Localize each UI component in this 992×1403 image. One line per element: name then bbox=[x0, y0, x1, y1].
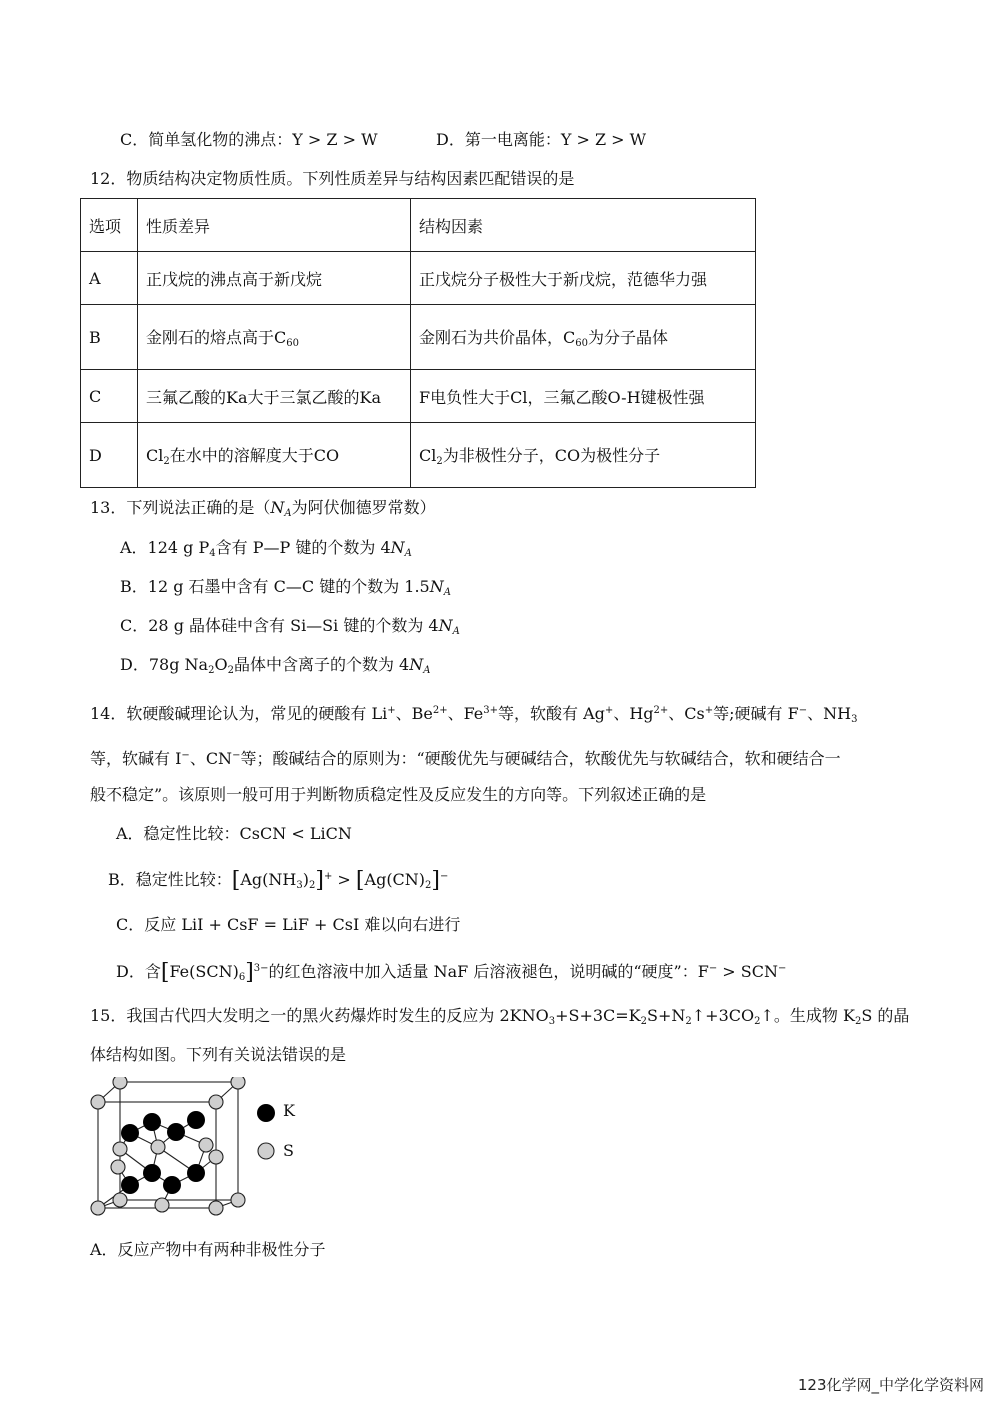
table-row bbox=[81, 423, 756, 488]
table-row bbox=[81, 252, 756, 305]
table-cell-property: $Cl_2$在水中的溶解度大于CO bbox=[138, 423, 411, 488]
table-header-cell: 选项 bbox=[81, 199, 138, 252]
table-cell-option: C bbox=[81, 370, 138, 423]
legend-label-k: K bbox=[283, 1101, 295, 1120]
q13-option-d: D．78g $Na_2O_2$晶体中含离子的个数为 $4N_A$ bbox=[120, 655, 431, 676]
footer-watermark: 123化学网_中学化学资料网 bbox=[797, 1376, 984, 1394]
table-cell-reason: 正戊烷分子极性大于新戊烷，范德华力强 bbox=[411, 252, 756, 305]
q14-option-a: A．稳定性比较：CsCN < LiCN bbox=[116, 824, 352, 843]
q11-option-c: C．简单氢化物的沸点：Y > Z > W bbox=[120, 130, 378, 149]
table-row bbox=[81, 305, 756, 370]
s-atom-legend-icon bbox=[255, 1140, 277, 1162]
q12-stem: 12．物质结构决定物质性质。下列性质差异与结构因素匹配错误的是 bbox=[90, 169, 575, 188]
q14-option-c: C．反应 LiI + CsF = LiF + CsI 难以向右进行 bbox=[116, 915, 461, 934]
q15-stem-line1: 15．我国古代四大发明之一的黑火药爆炸时发生的反应为 $2KNO_3+S+3C=K_2S+N_2↑+3CO_2↑$。生成物 $K_2S$ 的晶 bbox=[90, 1006, 910, 1027]
table-header-row bbox=[81, 199, 756, 252]
table-cell-reason: $Cl_2$为非极性分子，CO为极性分子 bbox=[411, 423, 756, 488]
table-cell-reason: 金刚石为共价晶体，$C_{60}$为分子晶体 bbox=[411, 305, 756, 370]
k-atom-legend-icon bbox=[255, 1102, 277, 1124]
q13-stem: 13．下列说法正确的是（$N_A$为阿伏伽德罗常数） bbox=[90, 498, 436, 519]
legend-label-s: S bbox=[283, 1141, 294, 1160]
q14-stem-line3: 般不稳定”。该原则一般可用于判断物质稳定性及反应发生的方向等。下列叙述正确的是 bbox=[90, 785, 707, 804]
q14-stem-line1: 14．软硬酸碱理论认为，常见的硬酸有 Li+、$Be^{2+}$、$Fe^{3+}$等，软酸有 Ag+、$Hg^{2+}$、Cs+等;硬碱有 F−、$NH_3$ bbox=[90, 704, 858, 725]
q15-stem-line2: 体结构如图。下列有关说法错误的是 bbox=[90, 1045, 347, 1064]
table-cell-property: 三氟乙酸的Ka大于三氯乙酸的Ka bbox=[138, 370, 411, 423]
q13-option-b: B．12 g 石墨中含有 C—C 键的个数为 $1.5N_A$ bbox=[120, 577, 451, 598]
table-cell-option: D bbox=[81, 423, 138, 488]
q14-option-b: B．稳定性比较：$[Ag(NH_3)_2]^+ > [Ag(CN)_2]^-$ bbox=[108, 868, 449, 893]
table-cell-property: 正戊烷的沸点高于新戊烷 bbox=[138, 252, 411, 305]
q11-option-d: D．第一电离能：Y > Z > W bbox=[436, 130, 647, 149]
table-header-cell: 性质差异 bbox=[138, 199, 411, 252]
table-cell-option: B bbox=[81, 305, 138, 370]
table-cell-option: A bbox=[81, 252, 138, 305]
q14-stem-line2: 等，软碱有 I−、CN−等；酸碱结合的原则为：“硬酸优先与硬碱结合，软酸优先与软碱结合，软和硬结合一 bbox=[90, 749, 841, 768]
q15-option-a: A．反应产物中有两种非极性分子 bbox=[90, 1240, 326, 1259]
k2s-crystal-structure-figure bbox=[88, 1077, 248, 1219]
table-cell-property: 金刚石的熔点高于$C_{60}$ bbox=[138, 305, 411, 370]
q12-table bbox=[80, 198, 756, 488]
q13-option-c: C．28 g 晶体硅中含有 Si—Si 键的个数为 $4N_A$ bbox=[120, 616, 460, 637]
table-cell-reason: F电负性大于Cl，三氟乙酸O-H键极性强 bbox=[411, 370, 756, 423]
q14-option-d: D．含$[Fe(SCN)_6]^{3-}$的红色溶液中加入适量 NaF 后溶液褪色，说明碱的“硬度”：F− > SCN− bbox=[116, 960, 787, 985]
table-header-cell: 结构因素 bbox=[411, 199, 756, 252]
q13-option-a: A．124 g $P_4$含有 P—P 键的个数为 $4N_A$ bbox=[120, 538, 412, 559]
table-row bbox=[81, 370, 756, 423]
